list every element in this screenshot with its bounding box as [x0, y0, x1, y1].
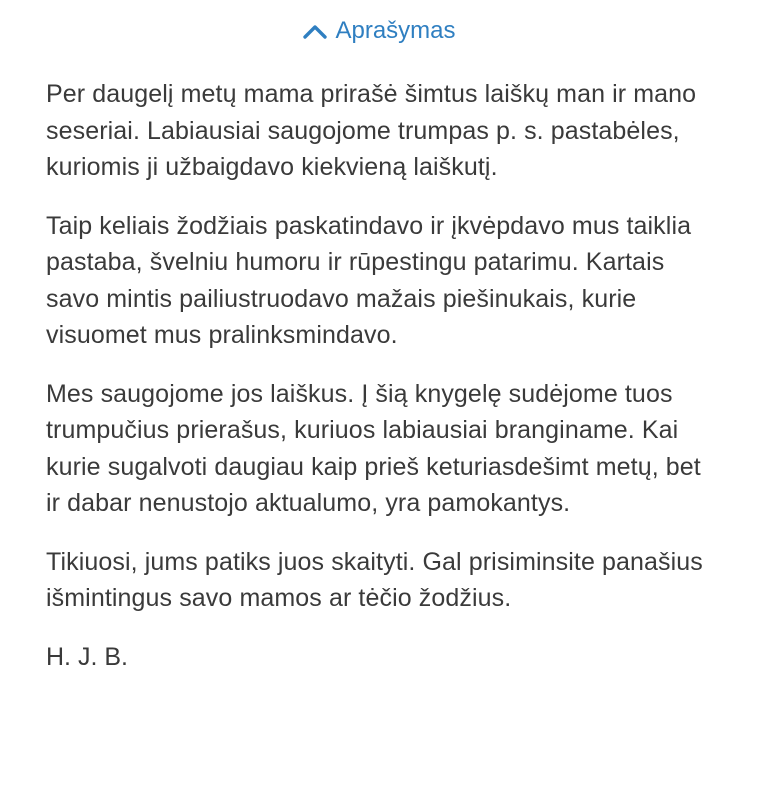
description-content — [0, 62, 757, 675]
description-paragraph: Per daugelį metų mama prirašė šimtus laiškų man ir mano seseriai. Labiausiai saugojome trumpas p. s. pastabėles, kuriomis ji užbaigdavo kiekvieną laiškutį. — [46, 80, 697, 181]
chevron-up-icon — [301, 21, 329, 41]
author-signature: H. J. B. — [46, 642, 128, 671]
description-paragraph: Tikiuosi, jums patiks juos skaityti. Gal prisiminsite panašius išmintingus savo mamos ar tėčio žodžius. — [46, 547, 703, 612]
description-toggle[interactable] — [0, 0, 757, 62]
description-toggle-label: Aprašymas — [335, 17, 456, 44]
description-paragraph: Mes saugojome jos laiškus. Į šią knygelę sudėjome tuos trumpučius prierašus, kuriuos labiausiai branginame. Kai kurie sugalvoti daugiau kaip prieš keturiasdešimt metų, bet ir dabar nenustojo aktualumo, yra pamokantys. — [46, 379, 701, 517]
description-paragraph: Taip keliais žodžiais paskatindavo ir įkvėpdavo mus taiklia pastaba, švelniu humoru ir rūpestingu patarimu. Kartais savo mintis pailiustruodavo mažais piešinukais, kurie visuomet mus pralinksmindavo. — [46, 211, 692, 349]
